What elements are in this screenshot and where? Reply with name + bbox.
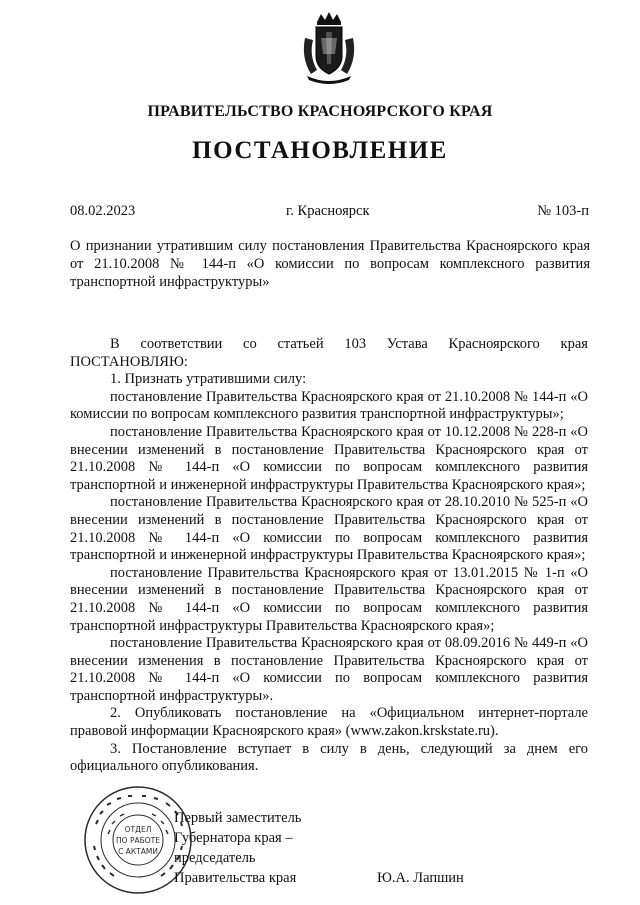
item-3-effective: 3. Постановление вступает в силу в день, следующий за днем его официального опубликования. [70,740,588,775]
repealed-act-3: постановление Правительства Красноярского края от 28.10.2010 № 525-п «О внесении изменений в постановление Правительства Красноярского края от 21.10.2008 № 144-п «О комиссии по вопросам комплексного развития транспортной и инженерной инфраструктуры Правительства Красноярского края»; [70,494,588,564]
signatory-line-2: Губернатора края – [174,830,293,846]
preamble-line [70,336,588,354]
document-city: г. Красноярск [286,203,370,219]
document-date: 08.02.2023 [70,203,136,219]
preamble-word: Красноярского [448,336,540,352]
preamble-word: В [110,336,120,352]
signatory-line-3: председатель [174,850,256,866]
item-1-heading: 1. Признать утратившими силу: [110,371,307,388]
repealed-act-1: постановление Правительства Красноярского края от 21.10.2008 № 144-п «О комиссии по вопросам комплексного развития транспортной инфраструктуры»; [70,388,588,423]
preamble-word: края [560,336,588,352]
document-number: № 103-п [537,203,589,219]
repealed-act-5: постановление Правительства Красноярского края от 08.09.2016 № 449-п «О внесении изменения в постановление Правительства Красноярского края от 21.10.2008 № 144-п «О комиссии по вопросам комплексного развития транспортной инфраструктуры». [70,635,588,704]
preamble-word: Устава [386,336,428,352]
item-2-publish: 2. Опубликовать постановление на «Официальном интернет-портале правовой информации Красноярского края» (www.zakon.krskstate.ru). [70,705,588,740]
document-subject: О признании утратившим силу постановления Правительства Красноярского края от 21.10.2008 № 144-п «О комиссии по вопросам комплексного развития транспортной инфраструктуры» [70,238,590,290]
stamp-text-line-2: ПО РАБОТЕ [116,836,160,845]
repealed-act-4: постановление Правительства Красноярского края от 13.01.2015 № 1-п «О внесении изменений в постановление Правительства Красноярского края от 21.10.2008 № 144-п «О комиссии по вопросам комплексного развития транспортной инфраструктуры Правительства Красноярского края»; [70,564,588,634]
stamp-text-line-3: С АКТАМИ [118,847,158,856]
signatory-position [174,808,301,888]
signatory-name: Ю.А. Лапшин [377,870,464,886]
organization-name: ПРАВИТЕЛЬСТВО КРАСНОЯРСКОГО КРАЯ [147,103,493,120]
preamble-word: 103 [344,336,367,352]
document-body [70,336,588,776]
coat-of-arms-emblem [299,8,359,86]
preamble-verb: ПОСТАНОВЛЯЮ: [70,353,188,370]
signatory-line-1: Первый заместитель [174,810,302,826]
signatory-line-4: Правительства края [174,870,297,886]
stamp-text-line-1: ОТДЕЛ [124,825,152,834]
preamble-word: соответствии [140,336,223,352]
preamble-word: статьей [277,336,324,352]
document-type-title: ПОСТАНОВЛЕНИЕ [192,137,448,164]
repealed-act-2: постановление Правительства Красноярского края от 10.12.2008 № 228-п «О внесении изменений в постановление Правительства Красноярского края от 21.10.2008 № 144-п «О комиссии по вопросам комплексного развития транспортной и инженерной инфраструктуры Правительства Красноярского края»; [70,423,588,493]
preamble-word: со [243,336,257,352]
